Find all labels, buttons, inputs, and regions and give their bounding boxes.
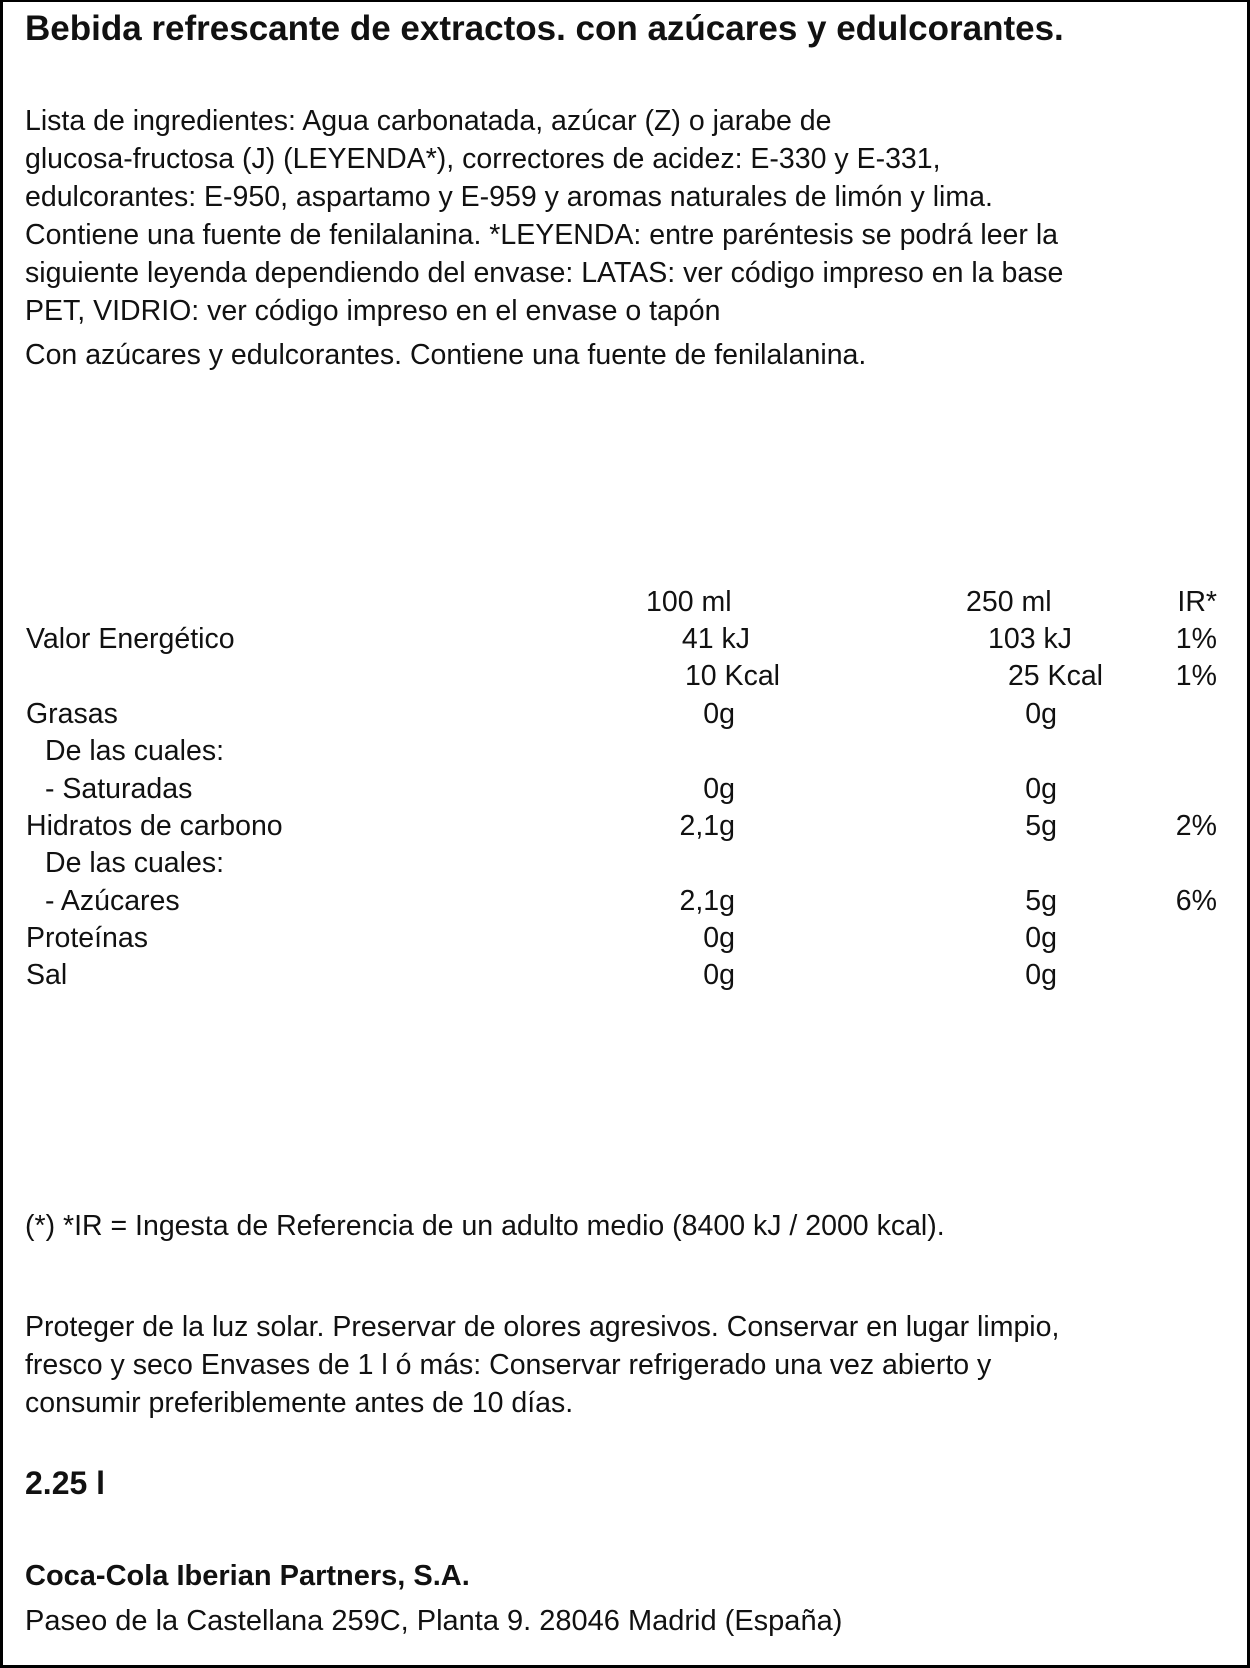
table-row (0, 808, 1250, 845)
row-label: - Saturadas (45, 773, 193, 805)
company-address: Paseo de la Castellana 259C, Planta 9. 28046 Madrid (España) (25, 1605, 843, 1637)
ir-footnote: (*) *IR = Ingesta de Referencia de un adulto medio (8400 kJ / 2000 kcal). (25, 1210, 945, 1242)
storage-instructions (25, 1308, 1059, 1422)
table-row (0, 733, 1250, 770)
table-row (0, 845, 1250, 882)
table-row (0, 883, 1250, 920)
row-label: Valor Energético (26, 623, 235, 655)
row-value-250ml: 0g (1025, 959, 1057, 991)
header-100ml: 100 ml (646, 586, 732, 618)
ingredients-line: siguiente leyenda dependiendo del envase: LATAS: ver código impreso en la base (25, 257, 1064, 289)
row-value-100ml: 0g (703, 922, 735, 954)
storage-line: Proteger de la luz solar. Preservar de olores agresivos. Conservar en lugar limpio, (25, 1311, 1060, 1343)
header-250ml: 250 ml (966, 586, 1052, 618)
storage-line: fresco y seco Envases de 1 l ó más: Conservar refrigerado una vez abierto y (25, 1349, 992, 1381)
row-value-100ml: 10 Kcal (684, 660, 780, 692)
table-row (0, 957, 1250, 994)
row-value-250ml: 0g (1025, 698, 1057, 730)
storage-line: consumir preferiblemente antes de 10 días. (25, 1387, 574, 1419)
ingredients-line: Lista de ingredientes: Agua carbonatada, azúcar (Z) o jarabe de (25, 105, 832, 137)
ingredients-line: Contiene una fuente de fenilalanina. *LEYENDA: entre paréntesis se podrá leer la (25, 219, 1058, 251)
row-value-100ml: 41 kJ (681, 623, 750, 655)
table-row (0, 621, 1250, 658)
table-row (0, 658, 1250, 695)
row-label: De las cuales: (45, 847, 225, 879)
row-label: - Azúcares (45, 885, 180, 917)
row-value-100ml: 0g (703, 698, 735, 730)
row-label: Proteínas (26, 922, 148, 954)
row-label: Hidratos de carbono (26, 810, 283, 842)
row-value-250ml: 5g (1025, 885, 1057, 917)
row-value-100ml: 2,1g (679, 885, 735, 917)
row-value-ir: 1% (1175, 623, 1217, 655)
row-value-100ml: 2,1g (679, 810, 735, 842)
header-ir: IR* (1177, 586, 1217, 618)
row-value-250ml: 0g (1025, 922, 1057, 954)
row-value-100ml: 0g (703, 959, 735, 991)
row-value-250ml: 5g (1025, 810, 1057, 842)
row-value-ir: 6% (1175, 885, 1217, 917)
ingredients-line: glucosa-fructosa (J) (LEYENDA*), correctores de acidez: E-330 y E-331, (25, 143, 941, 175)
net-quantity: 2.25 l (25, 1465, 106, 1501)
row-label: Grasas (26, 698, 118, 730)
row-value-250ml: 25 Kcal (1007, 660, 1103, 692)
product-title: Bebida refrescante de extractos. con azúcares y edulcorantes. (25, 9, 1064, 48)
summary-statement: Con azúcares y edulcorantes. Contiene una fuente de fenilalanina. (25, 339, 867, 371)
table-row (0, 696, 1250, 733)
nutrition-header-row (0, 584, 1250, 621)
row-value-100ml: 0g (703, 773, 735, 805)
row-value-250ml: 103 kJ (988, 623, 1072, 655)
ingredients-line: edulcorantes: E-950, aspartamo y E-959 y aromas naturales de limón y lima. (25, 181, 993, 213)
table-row (0, 771, 1250, 808)
row-value-ir: 1% (1175, 660, 1217, 692)
row-label: De las cuales: (45, 735, 225, 767)
ingredients-line: PET, VIDRIO: ver código impreso en el envase o tapón (25, 295, 721, 327)
ingredients-list (25, 102, 1063, 330)
row-label: Sal (26, 959, 68, 991)
row-value-250ml: 0g (1025, 773, 1057, 805)
company-name: Coca-Cola Iberian Partners, S.A. (25, 1560, 470, 1592)
row-value-ir: 2% (1175, 810, 1217, 842)
table-row (0, 920, 1250, 957)
